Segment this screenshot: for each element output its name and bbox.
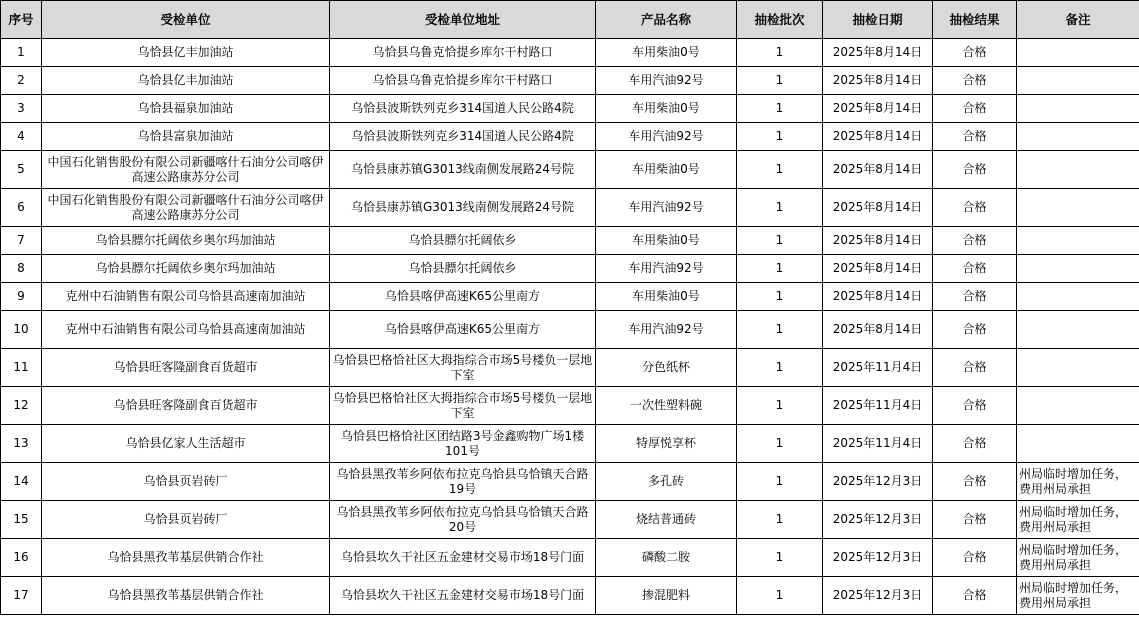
cell-date: 2025年8月14日 — [823, 189, 933, 227]
cell-date: 2025年8月14日 — [823, 311, 933, 349]
cell-unit: 乌恰县旺客隆副食百货超市 — [42, 349, 330, 387]
cell-batches: 1 — [737, 425, 823, 463]
table-row — [1, 387, 1139, 425]
cell-batches: 1 — [737, 311, 823, 349]
header-row — [1, 1, 1139, 39]
cell-date: 2025年12月3日 — [823, 539, 933, 577]
cell-date: 2025年12月3日 — [823, 501, 933, 539]
cell-result: 合格 — [933, 227, 1017, 255]
cell-batches: 1 — [737, 39, 823, 67]
cell-no: 3 — [1, 95, 42, 123]
cell-address: 乌恰县膘尔托阔依乡 — [330, 255, 596, 283]
cell-address: 乌恰县坎久干社区五金建材交易市场18号门面 — [330, 539, 596, 577]
cell-result: 合格 — [933, 255, 1017, 283]
cell-address: 乌恰县巴格恰社区大拇指综合市场5号楼负一层地下室 — [330, 387, 596, 425]
cell-no: 14 — [1, 463, 42, 501]
header-cell-unit: 受检单位 — [42, 1, 330, 39]
table-row — [1, 539, 1139, 577]
cell-unit: 中国石化销售股份有限公司新疆喀什石油分公司喀伊高速公路康苏分公司 — [42, 189, 330, 227]
cell-unit: 克州中石油销售有限公司乌恰县高速南加油站 — [42, 311, 330, 349]
cell-product: 车用汽油92号 — [596, 67, 737, 95]
cell-batches: 1 — [737, 95, 823, 123]
cell-unit: 乌恰县亿丰加油站 — [42, 67, 330, 95]
cell-result: 合格 — [933, 189, 1017, 227]
cell-result: 合格 — [933, 463, 1017, 501]
cell-date: 2025年8月14日 — [823, 283, 933, 311]
table-row — [1, 283, 1139, 311]
cell-product: 车用汽油92号 — [596, 123, 737, 151]
cell-date: 2025年11月4日 — [823, 425, 933, 463]
cell-product: 车用柴油0号 — [596, 39, 737, 67]
cell-address: 乌恰县黑孜苇乡阿依布拉克乌恰县乌恰镇天合路19号 — [330, 463, 596, 501]
table-row — [1, 151, 1139, 189]
cell-address: 乌恰县巴格恰社区团结路3号金鑫购物广场1楼101号 — [330, 425, 596, 463]
cell-result: 合格 — [933, 95, 1017, 123]
cell-unit: 克州中石油销售有限公司乌恰县高速南加油站 — [42, 283, 330, 311]
cell-note: 州局临时增加任务，费用州局承担 — [1017, 539, 1139, 577]
cell-date: 2025年11月4日 — [823, 349, 933, 387]
cell-no: 9 — [1, 283, 42, 311]
cell-no: 7 — [1, 227, 42, 255]
cell-date: 2025年8月14日 — [823, 67, 933, 95]
cell-date: 2025年8月14日 — [823, 255, 933, 283]
cell-batches: 1 — [737, 123, 823, 151]
cell-product: 分色纸杯 — [596, 349, 737, 387]
cell-note — [1017, 425, 1139, 463]
cell-address: 乌恰县膘尔托阔依乡 — [330, 227, 596, 255]
cell-result: 合格 — [933, 539, 1017, 577]
cell-unit: 乌恰县页岩砖厂 — [42, 463, 330, 501]
cell-result: 合格 — [933, 425, 1017, 463]
cell-date: 2025年8月14日 — [823, 95, 933, 123]
cell-note: 州局临时增加任务，费用州局承担 — [1017, 463, 1139, 501]
cell-result: 合格 — [933, 577, 1017, 615]
cell-product: 车用汽油92号 — [596, 189, 737, 227]
cell-no: 17 — [1, 577, 42, 615]
cell-no: 5 — [1, 151, 42, 189]
cell-unit: 乌恰县膘尔托阔依乡奥尔玛加油站 — [42, 255, 330, 283]
cell-date: 2025年8月14日 — [823, 227, 933, 255]
cell-address: 乌恰县乌鲁克恰提乡库尔干村路口 — [330, 67, 596, 95]
table-row — [1, 463, 1139, 501]
cell-no: 8 — [1, 255, 42, 283]
table-body — [1, 39, 1139, 615]
cell-result: 合格 — [933, 67, 1017, 95]
cell-date: 2025年8月14日 — [823, 123, 933, 151]
cell-note — [1017, 227, 1139, 255]
cell-unit: 中国石化销售股份有限公司新疆喀什石油分公司喀伊高速公路康苏分公司 — [42, 151, 330, 189]
cell-note — [1017, 39, 1139, 67]
cell-note — [1017, 95, 1139, 123]
table-row — [1, 67, 1139, 95]
cell-result: 合格 — [933, 387, 1017, 425]
cell-no: 13 — [1, 425, 42, 463]
cell-product: 车用柴油0号 — [596, 95, 737, 123]
cell-date: 2025年8月14日 — [823, 39, 933, 67]
cell-unit: 乌恰县黑孜苇基层供销合作社 — [42, 577, 330, 615]
table-row — [1, 255, 1139, 283]
cell-batches: 1 — [737, 387, 823, 425]
cell-no: 4 — [1, 123, 42, 151]
cell-address: 乌恰县喀伊高速K65公里南方 — [330, 311, 596, 349]
cell-batches: 1 — [737, 501, 823, 539]
cell-no: 6 — [1, 189, 42, 227]
table-row — [1, 189, 1139, 227]
cell-note — [1017, 387, 1139, 425]
cell-note — [1017, 189, 1139, 227]
cell-address: 乌恰县喀伊高速K65公里南方 — [330, 283, 596, 311]
cell-result: 合格 — [933, 123, 1017, 151]
cell-no: 1 — [1, 39, 42, 67]
cell-batches: 1 — [737, 151, 823, 189]
cell-no: 2 — [1, 67, 42, 95]
cell-result: 合格 — [933, 151, 1017, 189]
cell-address: 乌恰县乌鲁克恰提乡库尔干村路口 — [330, 39, 596, 67]
cell-date: 2025年12月3日 — [823, 577, 933, 615]
header-cell-note: 备注 — [1017, 1, 1139, 39]
cell-address: 乌恰县坎久干社区五金建材交易市场18号门面 — [330, 577, 596, 615]
table-row — [1, 123, 1139, 151]
table-row — [1, 577, 1139, 615]
header-cell-no: 序号 — [1, 1, 42, 39]
cell-unit: 乌恰县膘尔托阔依乡奥尔玛加油站 — [42, 227, 330, 255]
cell-product: 车用柴油0号 — [596, 283, 737, 311]
cell-unit: 乌恰县亿家人生活超市 — [42, 425, 330, 463]
cell-batches: 1 — [737, 463, 823, 501]
cell-product: 特厚悦享杯 — [596, 425, 737, 463]
cell-note — [1017, 151, 1139, 189]
cell-product: 磷酸二胺 — [596, 539, 737, 577]
cell-unit: 乌恰县旺客隆副食百货超市 — [42, 387, 330, 425]
cell-date: 2025年8月14日 — [823, 151, 933, 189]
cell-unit: 乌恰县亿丰加油站 — [42, 39, 330, 67]
table-row — [1, 425, 1139, 463]
cell-batches: 1 — [737, 349, 823, 387]
cell-unit: 乌恰县富泉加油站 — [42, 123, 330, 151]
header-cell-result: 抽检结果 — [933, 1, 1017, 39]
cell-address: 乌恰县波斯铁列克乡314国道人民公路4院 — [330, 123, 596, 151]
header-cell-product: 产品名称 — [596, 1, 737, 39]
table-row — [1, 349, 1139, 387]
cell-unit: 乌恰县页岩砖厂 — [42, 501, 330, 539]
cell-note — [1017, 349, 1139, 387]
cell-no: 10 — [1, 311, 42, 349]
cell-no: 12 — [1, 387, 42, 425]
cell-date: 2025年11月4日 — [823, 387, 933, 425]
cell-note — [1017, 311, 1139, 349]
cell-note — [1017, 283, 1139, 311]
cell-batches: 1 — [737, 67, 823, 95]
cell-note: 州局临时增加任务，费用州局承担 — [1017, 577, 1139, 615]
cell-product: 一次性塑料碗 — [596, 387, 737, 425]
table-row — [1, 501, 1139, 539]
cell-product: 烧结普通砖 — [596, 501, 737, 539]
cell-address: 乌恰县波斯铁列克乡314国道人民公路4院 — [330, 95, 596, 123]
header-cell-address: 受检单位地址 — [330, 1, 596, 39]
header-cell-date: 抽检日期 — [823, 1, 933, 39]
cell-batches: 1 — [737, 539, 823, 577]
cell-batches: 1 — [737, 577, 823, 615]
cell-no: 16 — [1, 539, 42, 577]
cell-no: 11 — [1, 349, 42, 387]
cell-no: 15 — [1, 501, 42, 539]
cell-address: 乌恰县黑孜苇乡阿依布拉克乌恰县乌恰镇天合路20号 — [330, 501, 596, 539]
cell-product: 多孔砖 — [596, 463, 737, 501]
cell-address: 乌恰县巴格恰社区大拇指综合市场5号楼负一层地下室 — [330, 349, 596, 387]
cell-result: 合格 — [933, 501, 1017, 539]
table-row — [1, 95, 1139, 123]
cell-result: 合格 — [933, 349, 1017, 387]
cell-address: 乌恰县康苏镇G3013线南侧发展路24号院 — [330, 151, 596, 189]
cell-note — [1017, 123, 1139, 151]
cell-product: 掺混肥料 — [596, 577, 737, 615]
cell-note — [1017, 67, 1139, 95]
cell-batches: 1 — [737, 255, 823, 283]
cell-product: 车用汽油92号 — [596, 311, 737, 349]
cell-address: 乌恰县康苏镇G3013线南侧发展路24号院 — [330, 189, 596, 227]
table-row — [1, 311, 1139, 349]
table-row — [1, 39, 1139, 67]
header-cell-batches: 抽检批次 — [737, 1, 823, 39]
table-row — [1, 227, 1139, 255]
cell-product: 车用汽油92号 — [596, 255, 737, 283]
cell-batches: 1 — [737, 227, 823, 255]
cell-note — [1017, 255, 1139, 283]
cell-unit: 乌恰县福泉加油站 — [42, 95, 330, 123]
cell-date: 2025年12月3日 — [823, 463, 933, 501]
cell-result: 合格 — [933, 311, 1017, 349]
cell-batches: 1 — [737, 189, 823, 227]
cell-product: 车用柴油0号 — [596, 151, 737, 189]
cell-result: 合格 — [933, 39, 1017, 67]
cell-product: 车用柴油0号 — [596, 227, 737, 255]
cell-batches: 1 — [737, 283, 823, 311]
cell-result: 合格 — [933, 283, 1017, 311]
cell-unit: 乌恰县黑孜苇基层供销合作社 — [42, 539, 330, 577]
cell-note: 州局临时增加任务，费用州局承担 — [1017, 501, 1139, 539]
